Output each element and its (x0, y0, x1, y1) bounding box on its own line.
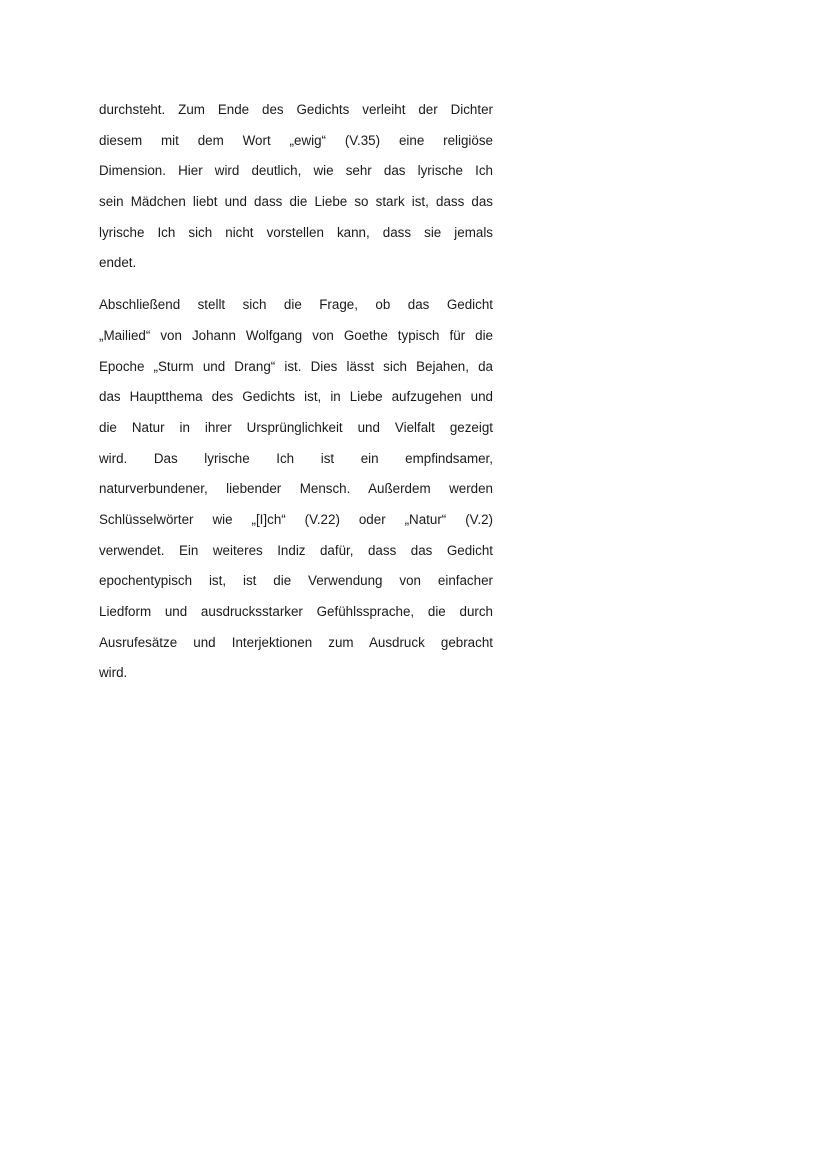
text-line: Dimension. Hier wird deutlich, wie sehr das lyrische Ich (99, 163, 493, 179)
paragraph-conclusion-of-analysis (99, 95, 493, 279)
text-line: lyrische Ich sich nicht vorstellen kann, dass sie jemals (99, 224, 493, 240)
text-line: verwendet. Ein weiteres Indiz dafür, dass das Gedicht (99, 542, 493, 558)
text-line: das Hauptthema des Gedichts ist, in Liebe aufzugehen und (99, 389, 493, 405)
text-line: Schlüsselwörter wie „[I]ch“ (V.22) oder „Natur“ (V.2) (99, 511, 493, 527)
text-line: epochentypisch ist, ist die Verwendung von einfacher (99, 573, 493, 589)
paragraph-epoch-assessment (99, 290, 493, 689)
text-column (99, 95, 493, 689)
text-line: Liedform und ausdrucksstarker Gefühlssprache, die durch (99, 604, 493, 619)
text-line: durchsteht. Zum Ende des Gedichts verleiht der Dichter (99, 102, 493, 117)
text-line: naturverbundener, liebender Mensch. Außerdem werden (99, 481, 493, 497)
text-line: Abschließend stellt sich die Frage, ob das Gedicht (99, 297, 493, 313)
text-line: wird. Das lyrische Ich ist ein empfindsamer, (99, 450, 493, 466)
text-line: „Mailied“ von Johann Wolfgang von Goethe typisch für die (99, 327, 493, 343)
text-line: diesem mit dem Wort „ewig“ (V.35) eine religiöse (99, 132, 493, 148)
text-line: sein Mädchen liebt und dass die Liebe so stark ist, dass das (99, 194, 493, 210)
paragraph-spacer (99, 279, 493, 290)
text-line: die Natur in ihrer Ursprünglichkeit und Vielfalt gezeigt (99, 419, 493, 435)
text-line: Epoche „Sturm und Drang“ ist. Dies lässt sich Bejahen, da (99, 358, 493, 374)
text-line: Ausrufesätze und Interjektionen zum Ausdruck gebracht (99, 634, 493, 650)
text-line: wird. (99, 665, 128, 681)
text-line: endet. (99, 255, 137, 271)
